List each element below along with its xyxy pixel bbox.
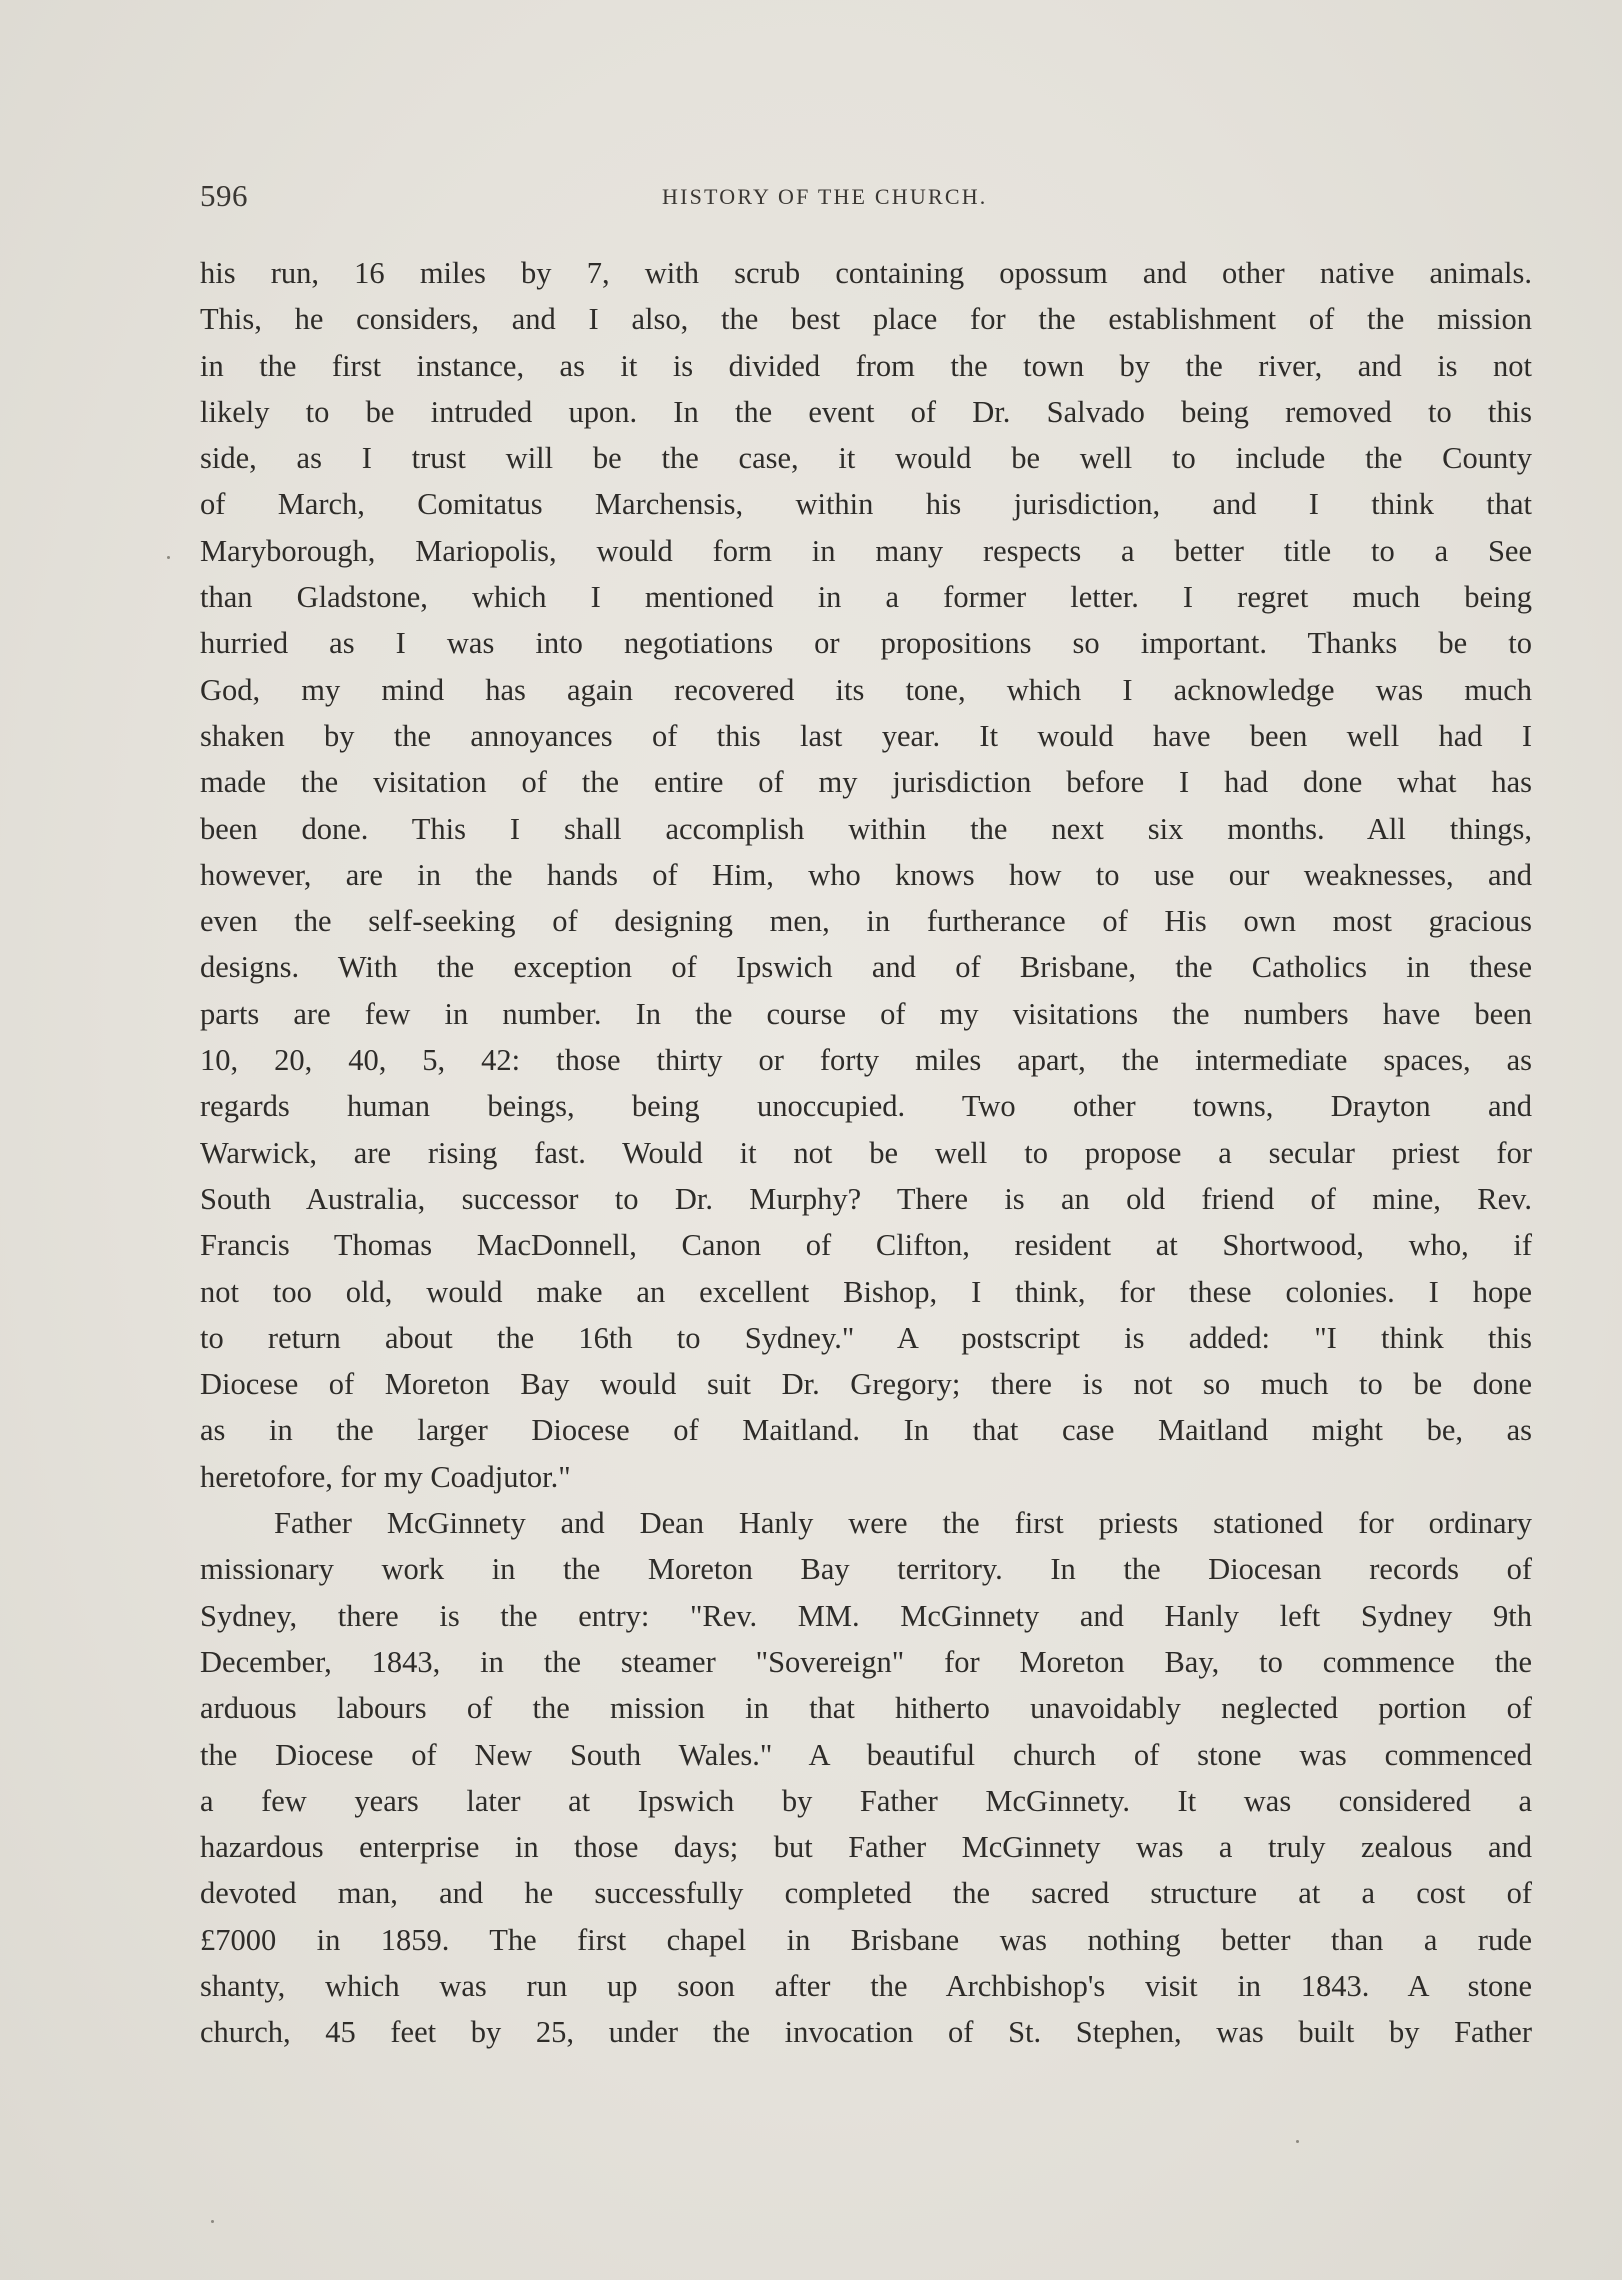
paper-speck [1296, 2140, 1299, 2143]
text-line: the Diocese of New South Wales." A beautiful church of stone was commenced [200, 1737, 1532, 1772]
text-line: This, he considers, and I also, the best place for the establishment of the mission [200, 302, 1532, 337]
text-line: to return about the 16th to Sydney." A postscript is added: "I think this [200, 1320, 1532, 1355]
text-line: Warwick, are rising fast. Would it not be well to propose a secular priest for [200, 1135, 1532, 1170]
text-line: devoted man, and he successfully completed the sacred structure at a cost of [200, 1876, 1532, 1911]
text-line: designs. With the exception of Ipswich and of Brisbane, the Catholics in these [200, 950, 1532, 985]
body-text [200, 250, 1532, 2056]
paragraph-letter-excerpt [200, 250, 1532, 1500]
text-line: December, 1843, in the steamer "Sovereign" for Moreton Bay, to commence the [200, 1644, 1532, 1679]
paper-speck [167, 556, 170, 559]
text-line: Diocese of Moreton Bay would suit Dr. Gregory; there is not so much to be done [200, 1367, 1532, 1402]
text-line: parts are few in number. In the course of my visitations the numbers have been [200, 996, 1532, 1031]
running-head [200, 178, 1532, 218]
text-line: heretofore, for my Coadjutor." [200, 1459, 571, 1494]
text-line: church, 45 feet by 25, under the invocation of St. Stephen, was built by Father [200, 2015, 1532, 2050]
text-line: than Gladstone, which I mentioned in a former letter. I regret much being [200, 580, 1532, 615]
text-line: hazardous enterprise in those days; but Father McGinnety was a truly zealous and [200, 1830, 1532, 1865]
text-line: Sydney, there is the entry: "Rev. MM. McGinnety and Hanly left Sydney 9th [200, 1598, 1532, 1633]
paragraph-moreton-bay-missions [200, 1500, 1532, 2056]
text-line: Maryborough, Mariopolis, would form in many respects a better title to a See [200, 533, 1532, 568]
text-line: as in the larger Diocese of Maitland. In that case Maitland might be, as [200, 1413, 1532, 1448]
text-line: missionary work in the Moreton Bay territory. In the Diocesan records of [200, 1552, 1532, 1587]
page-number: 596 [200, 178, 248, 213]
text-line: side, as I trust will be the case, it would be well to include the County [200, 441, 1532, 476]
text-line: £7000 in 1859. The first chapel in Brisbane was nothing better than a rude [200, 1922, 1532, 1957]
text-line: 10, 20, 40, 5, 42: those thirty or forty miles apart, the intermediate spaces, as [200, 1043, 1532, 1078]
text-line: arduous labours of the mission in that hitherto unavoidably neglected portion of [200, 1691, 1532, 1726]
text-line: however, are in the hands of Him, who knows how to use our weaknesses, and [200, 857, 1532, 892]
text-line: his run, 16 miles by 7, with scrub containing opossum and other native animals. [200, 256, 1532, 290]
text-line: South Australia, successor to Dr. Murphy? There is an old friend of mine, Rev. [200, 1181, 1532, 1216]
text-line: made the visitation of the entire of my jurisdiction before I had done what has [200, 765, 1532, 800]
text-line: hurried as I was into negotiations or propositions so important. Thanks be to [200, 626, 1532, 661]
text-line: not too old, would make an excellent Bishop, I think, for these colonies. I hope [200, 1274, 1532, 1309]
text-line: been done. This I shall accomplish within the next six months. All things, [200, 811, 1532, 846]
paper-speck [211, 2220, 214, 2223]
text-line: of March, Comitatus Marchensis, within his jurisdiction, and I think that [200, 487, 1532, 522]
text-line: Father McGinnety and Dean Hanly were the first priests stationed for ordinary [274, 1506, 1532, 1541]
text-line: a few years later at Ipswich by Father McGinnety. It was considered a [200, 1783, 1532, 1818]
running-title: HISTORY OF THE CHURCH. [662, 184, 988, 209]
text-line: shaken by the annoyances of this last year. It would have been well had I [200, 718, 1532, 753]
text-line: in the first instance, as it is divided from the town by the river, and is not [200, 348, 1532, 383]
text-line: even the self-seeking of designing men, in furtherance of His own most gracious [200, 904, 1532, 939]
text-line: regards human beings, being unoccupied. Two other towns, Drayton and [200, 1089, 1532, 1124]
text-line: likely to be intruded upon. In the event of Dr. Salvado being removed to this [200, 394, 1532, 429]
text-line: God, my mind has again recovered its tone, which I acknowledge was much [200, 672, 1532, 707]
text-line: shanty, which was run up soon after the Archbishop's visit in 1843. A stone [200, 1968, 1532, 2003]
text-line: Francis Thomas MacDonnell, Canon of Clifton, resident at Shortwood, who, if [200, 1228, 1532, 1263]
